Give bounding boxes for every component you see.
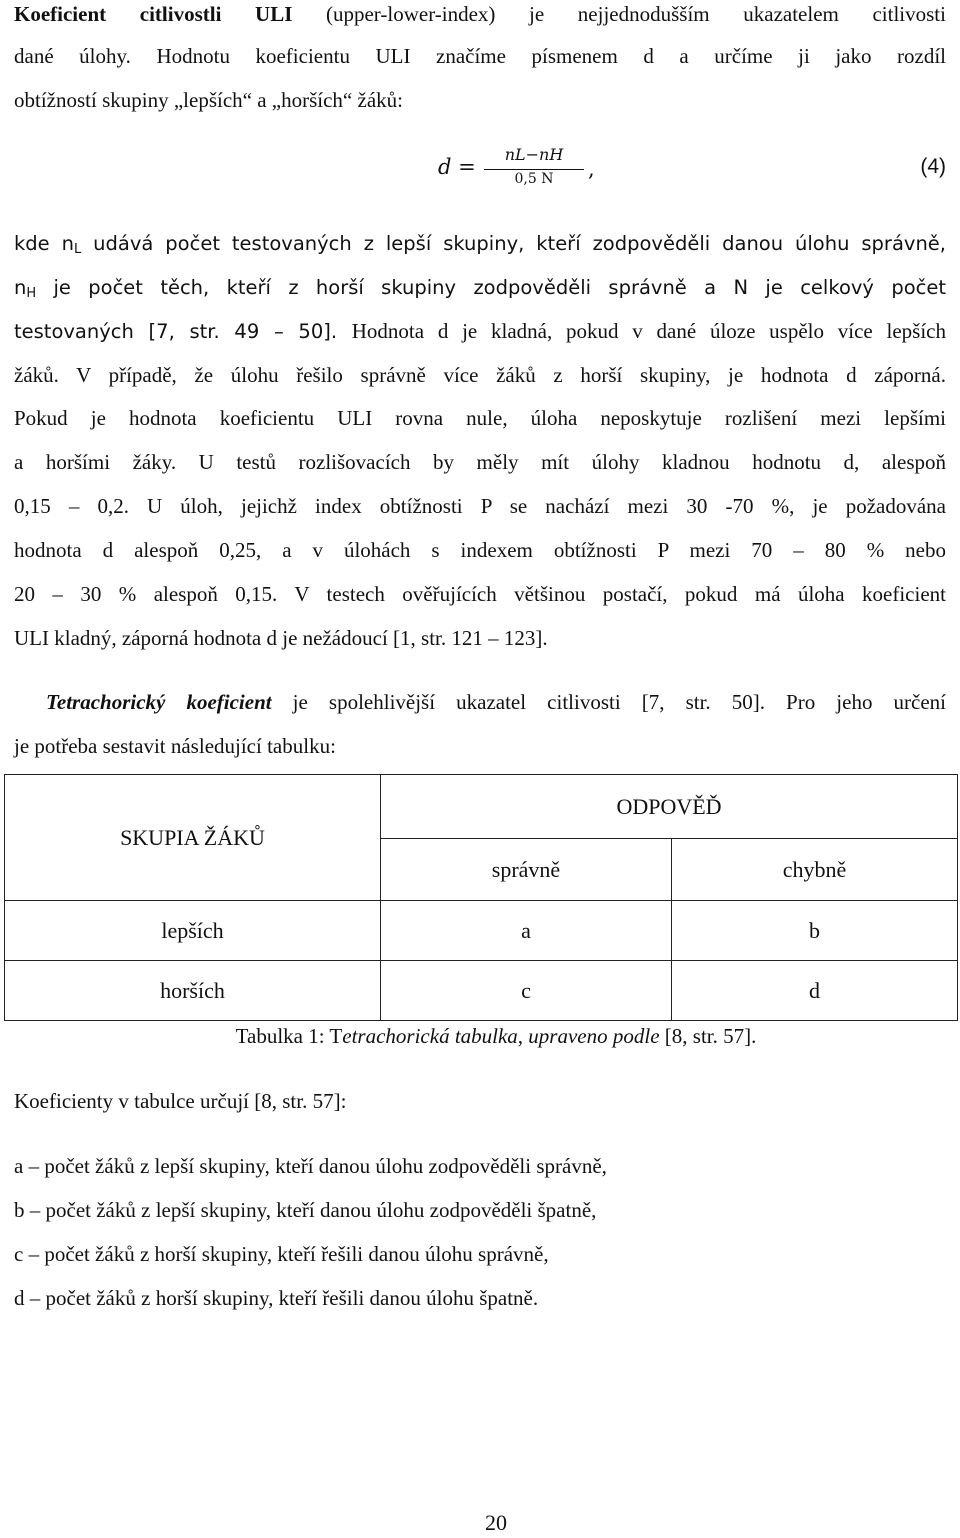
definition-item: b – počet žáků z lepší skupiny, kteří danou úlohu zodpověděli špatně, [14, 1198, 597, 1222]
paragraph-2-line-9: 20 – 30 % alespoň 0,15. V testech ověřujících většinou postačí, pokud má úloha koeficient [14, 582, 946, 606]
header-correct: správně [381, 839, 672, 901]
formula-denominator: 0,5 N [514, 171, 554, 187]
table-row [5, 901, 958, 961]
table-caption: Tabulka 1: Tetrachorická tabulka, upraveno podle [8, str. 57]. [235, 1024, 757, 1048]
equation-number: (4) [920, 155, 946, 178]
header-wrong: chybně [672, 839, 958, 901]
paragraph-2-line-2: $n_H$ je počet těch, kteří z horší skupiny zodpověděli správně a N je celkový počet [14, 276, 946, 301]
term-uli: Koeficient citlivostli ULI [14, 2, 293, 26]
paragraph-1-line-1: Koeficient citlivostli ULI (upper-lower-index) je nejjednodušším ukazatelem citlivosti [14, 2, 946, 26]
paragraph-3-line-1: Tetrachorický koeficient je spolehlivější ukazatel citlivosti [7, str. 50]. Pro jeho určení [46, 690, 947, 714]
tetrachoric-table [4, 774, 958, 1021]
fraction-bar [484, 169, 584, 170]
paragraph-2-line-6: a horšími žáky. U testů rozlišovacích by měly mít úlohy kladnou hodnotu d, alespoň [14, 450, 946, 474]
definition-item: d – počet žáků z horší skupiny, kteří řešili danou úlohu špatně. [14, 1286, 539, 1310]
paragraph-1-line-2: dané úlohy. Hodnotu koeficientu ULI značíme písmenem d a určíme ji jako rozdíl [14, 44, 946, 68]
paragraph-2-line-3: testovaných [7, str. 49 – 50]. Hodnota d je kladná, pokud v dané úloze uspělo více lepších [14, 319, 946, 343]
paragraph-2-line-1: kde $n_L$ udává počet testovaných z lepší skupiny, kteří zodpověděli danou úlohu správně, [14, 232, 946, 257]
header-answer: ODPOVĚĎ [381, 775, 958, 839]
paragraph-2-line-5: Pokud je hodnota koeficientu ULI rovna nule, úloha neposkytuje rozlišení mezi lepšími [14, 406, 946, 430]
term-tetrachoric: Tetrachorický koeficient [46, 690, 272, 714]
cell-correct: a [381, 901, 672, 961]
page-number: 20 [485, 1510, 507, 1535]
cell-wrong: b [672, 901, 958, 961]
paragraph-2-line-8: hodnota d alespoň 0,25, a v úlohách s indexem obtížnosti P mezi 70 – 80 % nebo [14, 538, 946, 562]
cell-wrong: d [672, 961, 958, 1021]
paragraph-1-line-3: obtížností skupiny „lepších“ a „horších“ žáků: [14, 88, 403, 112]
formula-lhs: d = [438, 155, 476, 179]
cell-correct: c [381, 961, 672, 1021]
definition-item: c – počet žáků z horší skupiny, kteří řešili danou úlohu správně, [14, 1242, 549, 1266]
definitions-intro: Koeficienty v tabulce určují [8, str. 57]: [14, 1089, 347, 1113]
paragraph-2-line-10: ULI kladný, záporná hodnota d je nežádoucí [1, str. 121 – 123]. [14, 626, 548, 650]
row-label: lepších [5, 901, 381, 961]
header-group: SKUPIA ŽÁKŮ [5, 775, 381, 901]
row-label: horších [5, 961, 381, 1021]
formula-numerator: nL−nH [504, 145, 564, 164]
formula-comma: , [588, 157, 595, 181]
paragraph-3-line-2: je potřeba sestavit následující tabulku: [14, 734, 336, 758]
table-row [5, 961, 958, 1021]
paragraph-2-line-4: žáků. V případě, že úlohu řešilo správně více žáků z horší skupiny, je hodnota d záporná. [14, 363, 946, 387]
paragraph-2-line-7: 0,15 – 0,2. U úloh, jejichž index obtížnosti P se nachází mezi 30 -70 %, je požadována [14, 494, 946, 518]
definition-item: a – počet žáků z lepší skupiny, kteří danou úlohu zodpověděli správně, [14, 1154, 607, 1178]
